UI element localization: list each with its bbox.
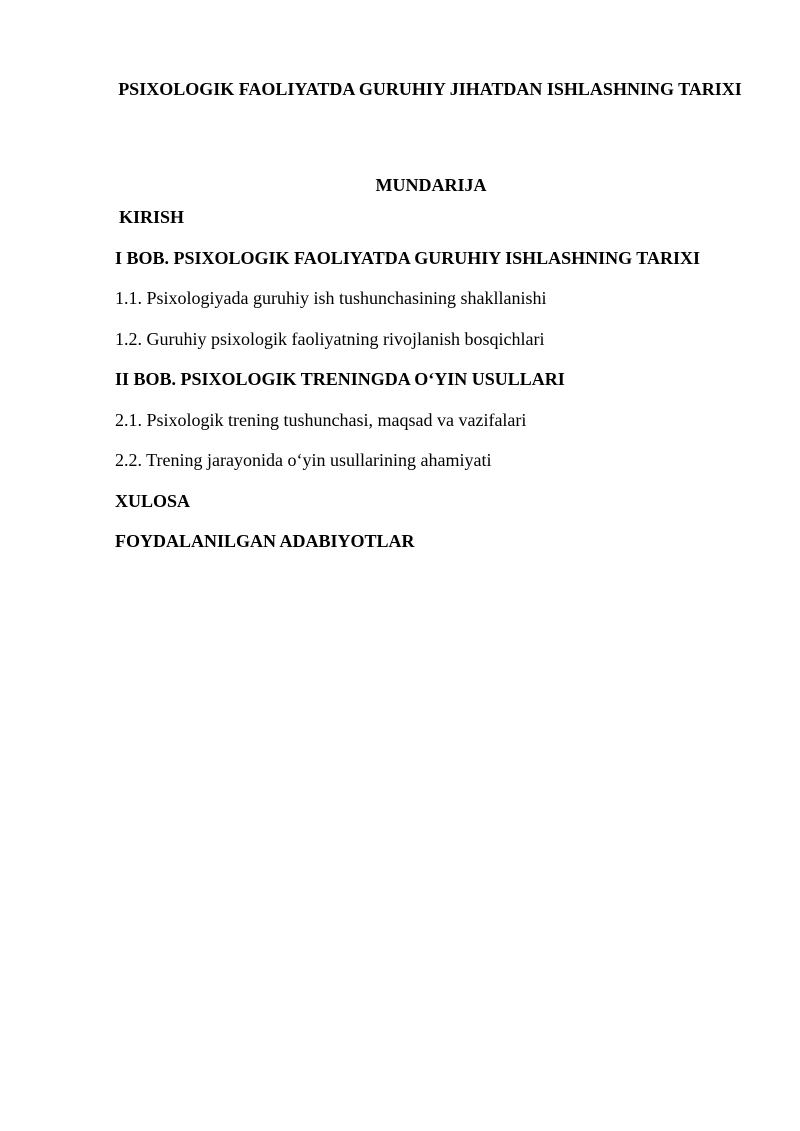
toc-entry-adabiyotlar: FOYDALANILGAN ADABIYOTLAR — [115, 531, 415, 551]
toc-entry-xulosa: XULOSA — [115, 491, 191, 511]
toc-heading: MUNDARIJA — [375, 175, 487, 195]
document-title: PSIXOLOGIK FAOLIYATDA GURUHIY JIHATDAN ISHLASHNING TARIXI — [118, 79, 742, 99]
toc-entry-section-1-2: 1.2. Guruhiy psixologik faoliyatning rivojlanish bosqichlari — [115, 329, 545, 349]
toc-entry-kirish: KIRISH — [119, 207, 185, 227]
toc-entry-section-1-1: 1.1. Psixologiyada guruhiy ish tushunchasining shakllanishi — [115, 288, 547, 308]
toc-entry-section-2-1: 2.1. Psixologik trening tushunchasi, maqsad va vazifalari — [115, 410, 527, 430]
toc-entry-chapter-1: I BOB. PSIXOLOGIK FAOLIYATDA GURUHIY ISHLASHNING TARIXI — [115, 248, 700, 268]
toc-entry-section-2-2: 2.2. Trening jarayonida o‘yin usullarining ahamiyati — [115, 450, 492, 470]
toc-entry-chapter-2: II BOB. PSIXOLOGIK TRENINGDA O‘YIN USULLARI — [115, 369, 565, 389]
